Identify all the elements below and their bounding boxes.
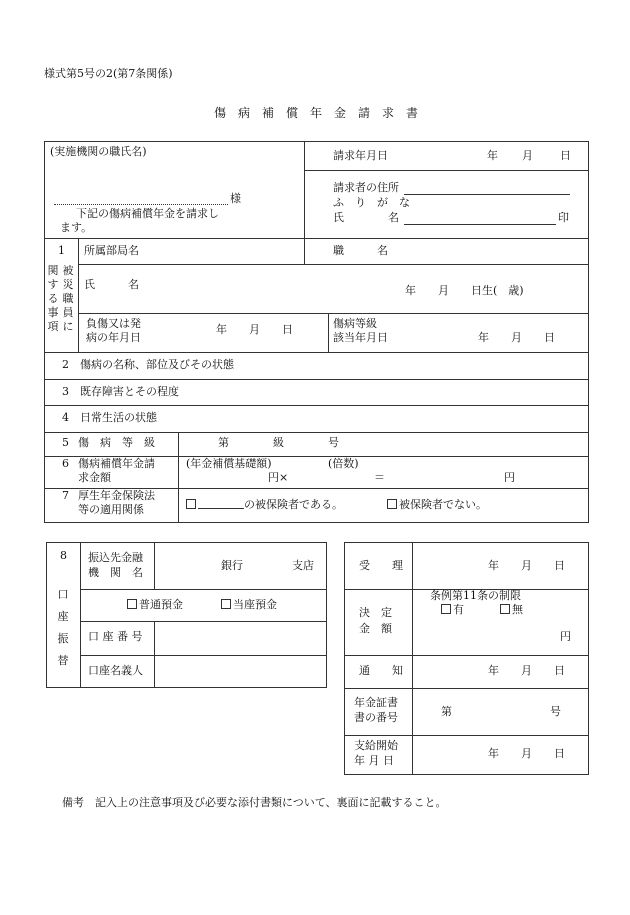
payment-start-label-2: 年 月 日 (354, 754, 394, 767)
checkbox-icon[interactable] (186, 499, 196, 509)
section5-label: 傷 病 等 級 (78, 436, 155, 449)
row-divider (44, 379, 589, 380)
current-savings-option[interactable] (221, 599, 277, 612)
row-divider (80, 589, 327, 590)
agency-label: (実施機関の職氏名) (50, 145, 147, 158)
decision-label-1: 決 定 (359, 606, 392, 619)
section4-label: 4 日常生活の状態 (62, 411, 157, 424)
footer-note: 備考 記入上の注意事項及び必要な添付書類について、裏面に記載すること。 (62, 796, 447, 809)
ordinary-savings-option[interactable] (127, 599, 183, 612)
section6-yen: 円 (504, 471, 515, 484)
section7-option2[interactable] (387, 499, 487, 512)
institution-label-2: 機 関 名 (88, 566, 143, 579)
row-divider (44, 405, 589, 406)
decision-label-2: 金 額 (359, 622, 392, 635)
institution-label-1: 振込先金融 (88, 551, 143, 564)
row-divider (44, 238, 589, 239)
receipt-label: 受 理 (359, 559, 403, 572)
col-divider (154, 542, 155, 589)
checkbox-icon[interactable] (441, 604, 451, 614)
checkbox-icon[interactable] (221, 599, 231, 609)
seal-mark: 印 (558, 211, 569, 224)
branch-label: 支店 (292, 559, 314, 572)
address-field[interactable] (404, 194, 570, 195)
decision-yen: 円 (560, 630, 571, 643)
limit-yes-option[interactable] (441, 604, 464, 617)
row-divider (80, 621, 327, 622)
current-savings-label: 当座預金 (233, 598, 277, 611)
section5-number: 5 (62, 436, 69, 449)
section6-label-1: 傷病補償年金請 (78, 457, 155, 470)
insurance-type-field[interactable] (198, 499, 244, 509)
section7-option1-text: の被保険者である。 (244, 498, 343, 511)
col-divider (412, 542, 413, 775)
row-divider (78, 264, 589, 265)
limit-label: 条例第11条の制限 (430, 589, 521, 602)
grade-label-1: 傷病等級 (333, 317, 377, 330)
checkbox-icon[interactable] (127, 599, 137, 609)
address-label: 請求者の住所 (333, 181, 399, 194)
section7-option1[interactable] (186, 499, 343, 512)
injury-date-label-2: 病の年月日 (86, 331, 141, 344)
department-label: 所属部局名 (84, 244, 139, 257)
bank-label: 銀行 (221, 559, 243, 572)
form-title: 傷 病 補 償 年 金 請 求 書 (214, 106, 419, 120)
section7-label-1: 厚生年金保険法 (78, 489, 155, 502)
certificate-prefix: 第 (441, 705, 452, 718)
request-line2: ます。 (60, 221, 93, 234)
section2-label: 2 傷病の名称、部位及びその状態 (62, 358, 234, 371)
col-divider (178, 432, 179, 523)
claimant-name-field[interactable] (404, 224, 556, 225)
certificate-suffix: 号 (550, 705, 561, 718)
request-year: 年 (487, 149, 498, 162)
form-number: 様式第5号の2(第7条関係) (44, 67, 173, 80)
section1-vertical-left: 被災職員に (62, 264, 74, 333)
section6-basic-label: (年金補償基礎額) (186, 457, 272, 470)
row-divider (304, 170, 589, 171)
section6-label-2: 求金額 (78, 471, 111, 484)
bank-vertical-label: 口座振替 (57, 588, 69, 667)
col-divider (80, 542, 81, 688)
ordinary-savings-label: 普通預金 (139, 598, 183, 611)
request-date-label: 請求年月日 (333, 149, 388, 162)
grade-date-value: 年 月 日 (478, 331, 555, 344)
section3-label: 3 既存障害とその程度 (62, 385, 179, 398)
limit-no-option[interactable] (500, 604, 523, 617)
injury-date-value: 年 月 日 (216, 323, 293, 336)
row-divider (344, 735, 589, 736)
furigana-label: ふ り が な (333, 196, 410, 209)
section6-number: 6 (62, 457, 69, 470)
grade-label-2: 該当年月日 (333, 331, 388, 344)
account-number-label: 口 座 番 号 (88, 630, 143, 643)
injury-date-label-1: 負傷又は発 (86, 317, 141, 330)
col-divider (78, 238, 79, 352)
payment-start-date: 年 月 日 (488, 747, 565, 760)
bank-section-number: 8 (60, 549, 67, 562)
certificate-label-1: 年金証書 (354, 696, 398, 709)
section6-equals: ＝ (374, 471, 385, 484)
request-month: 月 (522, 149, 533, 162)
section1-number: 1 (58, 244, 65, 257)
position-label: 職 名 (333, 244, 388, 257)
checkbox-icon[interactable] (500, 604, 510, 614)
section7-label-2: 等の適用関係 (78, 503, 144, 516)
limit-no-label: 無 (512, 603, 523, 616)
receipt-date: 年 月 日 (488, 559, 565, 572)
col-divider (328, 313, 329, 352)
row-divider (344, 655, 589, 656)
row-divider (80, 655, 327, 656)
notice-date: 年 月 日 (488, 664, 565, 677)
row-divider (344, 688, 589, 689)
limit-yes-label: 有 (453, 603, 464, 616)
col-divider (304, 141, 305, 264)
checkbox-icon[interactable] (387, 499, 397, 509)
section1-vertical-right: 関する事項 (47, 264, 59, 333)
claimant-name-label: 氏 名 (333, 211, 399, 224)
row-divider (78, 313, 589, 314)
request-line1: 下記の傷病補償年金を請求し (76, 207, 219, 220)
birth-date: 年 月 日生( 歳) (405, 284, 524, 297)
section6-multiplier-label: (倍数) (328, 457, 359, 470)
account-holder-label: 口座名義人 (88, 664, 143, 677)
row-divider (44, 432, 589, 433)
employee-name-label: 氏 名 (84, 278, 139, 291)
row-divider (44, 352, 589, 353)
payment-start-label-1: 支給開始 (354, 739, 398, 752)
honorific: 様 (230, 192, 241, 205)
section7-option2-text: 被保険者でない。 (399, 498, 487, 511)
certificate-label-2: 書の番号 (354, 711, 398, 724)
notice-label: 通 知 (359, 664, 403, 677)
section6-yen-times: 円× (268, 471, 289, 484)
section5-value: 第 級 号 (218, 436, 339, 449)
section7-number: 7 (62, 489, 69, 502)
agency-name-line[interactable] (54, 204, 228, 205)
request-day: 日 (560, 149, 571, 162)
